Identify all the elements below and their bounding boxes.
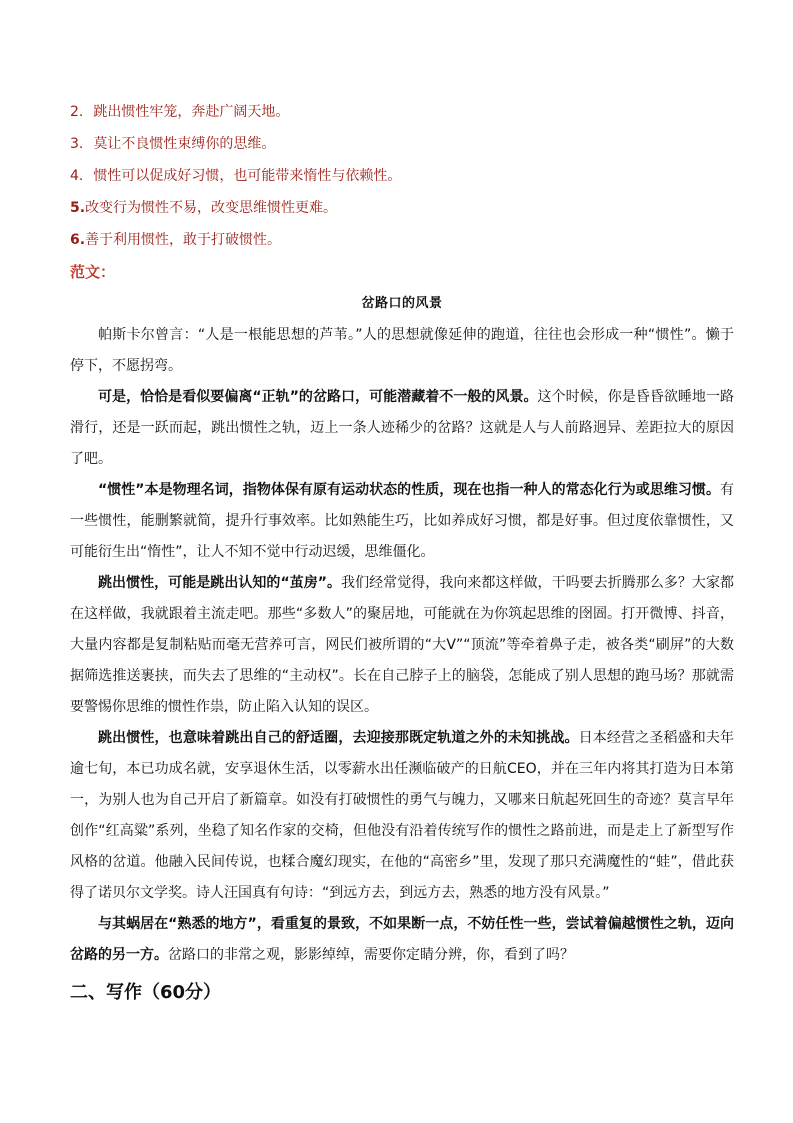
list-number: 4.	[70, 168, 84, 184]
list-number: 5.	[70, 200, 86, 216]
sample-essay-label: 范文：	[70, 263, 116, 281]
list-text: 改变行为惯性不易，改变思维惯性更难。	[85, 200, 338, 216]
paragraph-lead: 跳出惯性，也意味着跳出自己的舒适圈，去迎接那既定轨道之外的未知挑战。	[98, 730, 579, 746]
paragraph-text: 帕斯卡尔曾言：“人是一根能思想的芦苇。”人的思想就像延伸的跑道，往往也会形成一种“惯性”。懒于停下，不愿拐弯。	[70, 327, 734, 374]
paragraph-text: 岔路口的非常之观，影影绰绰，需要你定睛分辨，你，看到了吗？	[168, 947, 574, 963]
essay-paragraph	[70, 475, 734, 568]
list-item	[70, 96, 734, 128]
essay-paragraph	[70, 568, 734, 723]
list-text: 跳出惯性牢笼，奔赴广阔天地。	[93, 104, 290, 120]
paragraph-lead: “惯性”本是物理名词，指物体保有原有运动状态的性质，现在也指一种人的常态化行为或思维习惯。	[98, 482, 720, 498]
list-item	[70, 192, 734, 224]
paragraph-lead: 与其蜗居在“熟悉的地方”，看重复的景致，不如果断一点，不妨任性一些，尝试着偏越惯性之轨，迈向岔路的另一方。	[70, 916, 734, 963]
essay-paragraph	[70, 723, 734, 909]
essay-title: 岔路口的风景	[361, 296, 443, 311]
essay-paragraph	[70, 382, 734, 475]
paragraph-text: 我们经常觉得，我向来都这样做，干吗要去折腾那么多？大家都在这样做，我就跟着主流走吧。那些“多数人”的聚居地，可能就在为你筑起思维的囹圄。打开微博、抖音，大量内容都是复制粘贴而毫无营养可言，网民们被所谓的“大V”“顶流”等牵着鼻子走，被各类“刷屏”的大数据筛选推送裹挟，而失去了思维的“主动权”。长在自己脖子上的脑袋，怎能成了别人思想的跑马场？那就需要警惕你思维的惯性作祟，防止陷入认知的误区。	[70, 575, 735, 715]
list-item	[70, 224, 734, 256]
paragraph-text: 这个时候，你是昏昏欲睡地一路滑行，还是一跃而起，跳出惯性之轨，迈上一条人迹稀少的岔路？这就是人与人前路迥异、差距拉大的原因了吧。	[70, 389, 735, 467]
list-number: 2.	[70, 104, 84, 120]
list-number: 3.	[70, 136, 84, 152]
essay-paragraph	[70, 320, 734, 382]
paragraph-lead: 可是，恰恰是看似要偏离“正轨”的岔路口，可能潜藏着不一般的风景。	[98, 389, 538, 405]
paragraph-text: 有一些惯性，能删繁就简，提升行事效率。比如熟能生巧，比如养成好习惯，都是好事。但过度依靠惯性，又可能衍生出“惰性”，让人不知不觉中行动迟缓，思维僵化。	[70, 482, 734, 560]
list-item	[70, 128, 734, 160]
list-text: 善于利用惯性，敢于打破惯性。	[85, 232, 282, 248]
list-number: 6.	[70, 232, 86, 248]
document-page	[70, 96, 734, 1013]
list-text: 惯性可以促成好习惯，也可能带来惰性与依赖性。	[93, 168, 402, 184]
paragraph-text: 日本经营之圣稻盛和夫年逾七旬，本已功成名就，安享退休生活，以零薪水出任濒临破产的日航CEO，并在三年内将其打造为日本第一，为别人也为自己开启了新篇章。如没有打破惯性的勇气与魄力，又哪来日航起死回生的奇迹？莫言早年创作“红高粱”系列，坐稳了知名作家的交椅，但他没有沿着传统写作的惯性之路前进，而是走上了新型写作风格的岔道。他融入民间传说，也糅合魔幻现实，在他的“高密乡”里，发现了那只充满魔性的“蛙”，借此获得了诺贝尔文学奖。诗人汪国真有句诗：“到远方去，到远方去，熟悉的地方没有风景。”	[70, 730, 735, 901]
list-text: 莫让不良惯性束缚你的思维。	[93, 136, 276, 152]
list-item	[70, 160, 734, 192]
essay-paragraph	[70, 909, 734, 971]
paragraph-lead: 跳出惯性，可能是跳出认知的“茧房”。	[98, 575, 342, 591]
section-heading: 二、写作（60分）	[70, 982, 222, 1003]
